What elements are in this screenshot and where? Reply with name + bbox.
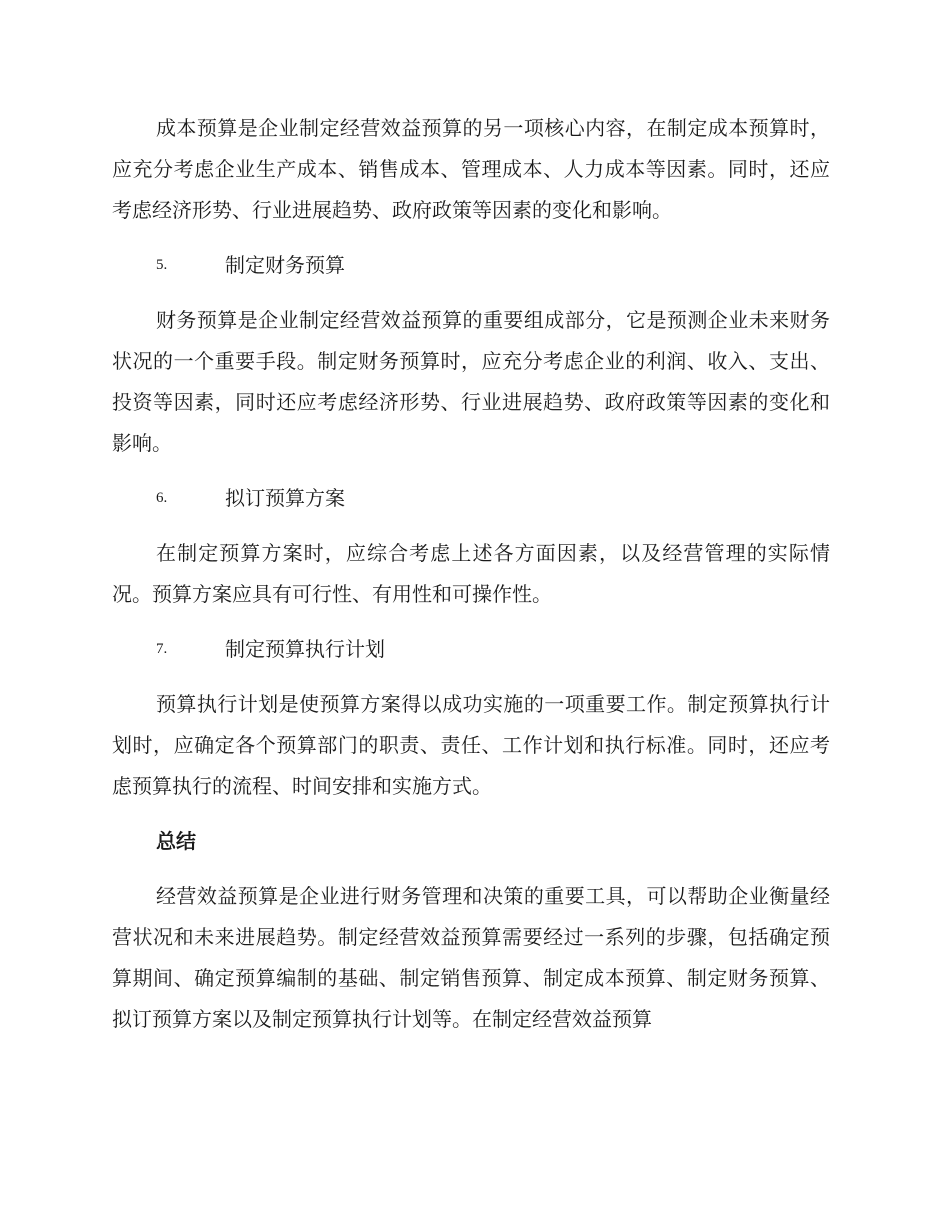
list-item-title: 制定财务预算: [225, 253, 345, 277]
list-number: 6.: [156, 490, 168, 506]
document-page: [112, 108, 830, 1040]
list-item-6: [112, 478, 830, 519]
list-number: 5.: [156, 257, 168, 273]
paragraph-budget-execution: 预算执行计划是使预算方案得以成功实施的一项重要工作。制定预算执行计划时，应确定各个预算部门的职责、责任、工作计划和执行标准。同时，还应考虑预算执行的流程、时间安排和实施方式。: [112, 692, 830, 798]
paragraph-financial-budget: 财务预算是企业制定经营效益预算的重要组成部分，它是预测企业未来财务状况的一个重要手段。制定财务预算时，应充分考虑企业的利润、收入、支出、投资等因素，同时还应考虑经济形势、行业进展趋势、政府政策等因素的变化和影响。: [112, 308, 830, 455]
list-item-7: [112, 629, 830, 670]
paragraph-budget-plan: 在制定预算方案时，应综合考虑上述各方面因素，以及经营管理的实际情况。预算方案应具有可行性、有用性和可操作性。: [112, 541, 830, 606]
paragraph-cost-budget: 成本预算是企业制定经营效益预算的另一项核心内容，在制定成本预算时，应充分考虑企业生产成本、销售成本、管理成本、人力成本等因素。同时，还应考虑经济形势、行业进展趋势、政府政策等因素的变化和影响。: [112, 116, 830, 222]
list-item-title: 制定预算执行计划: [225, 637, 385, 661]
section-heading-summary: 总结: [156, 829, 196, 853]
paragraph-summary: 经营效益预算是企业进行财务管理和决策的重要工具，可以帮助企业衡量经营状况和未来进展趋势。制定经营效益预算需要经过一系列的步骤，包括确定预算期间、确定预算编制的基础、制定销售预算、制定成本预算、制定财务预算、拟订预算方案以及制定预算执行计划等。在制定经营效益预算: [112, 884, 830, 1031]
list-item-5: [112, 245, 830, 286]
list-number: 7.: [156, 641, 168, 657]
list-item-title: 拟订预算方案: [225, 486, 345, 510]
